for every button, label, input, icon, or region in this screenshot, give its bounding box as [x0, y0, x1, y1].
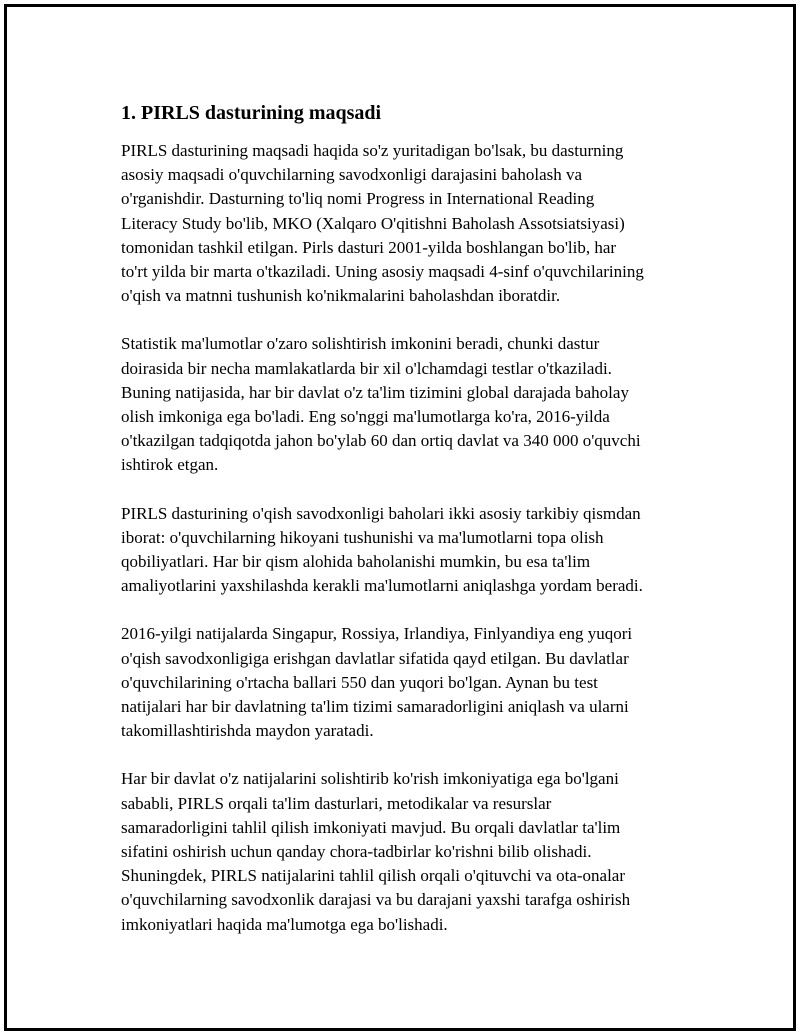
- text-line: imkoniyatlari haqida ma'lumotga ega bo'lishadi.: [121, 914, 448, 934]
- paragraph-results-2016: [121, 622, 701, 743]
- text-line: o'quvchilarining o'rtacha ballari 550 dan yuqori bo'lgan. Aynan bu test: [121, 672, 598, 692]
- text-line: Statistik ma'lumotlar o'zaro solishtirish imkonini beradi, chunki dastur: [121, 334, 600, 354]
- paragraph-purpose: [121, 139, 701, 308]
- text-line: o'qish va matnni tushunish ko'nikmalarini baholashdan iboratdir.: [121, 286, 561, 306]
- text-line: Shuningdek, PIRLS natijalarini tahlil qilish orqali o'qituvchi va ota-onalar: [121, 866, 626, 886]
- text-line: to'rt yilda bir marta o'tkaziladi. Uning asosiy maqsadi 4-sinf o'quvchilarining: [121, 262, 644, 282]
- text-line: samaradorligini tahlil qilish imkoniyati mavjud. Bu orqali davlatlar ta'lim: [121, 817, 621, 837]
- section-heading: 1. PIRLS dasturining maqsadi: [121, 102, 382, 124]
- text-line: 2016-yilgi natijalarda Singapur, Rossiya, Irlandiya, Finlyandiya eng yuqori: [121, 624, 633, 644]
- text-line: olish imkoniga ega bo'ladi. Eng so'nggi ma'lumotlarga ko'ra, 2016-yilda: [121, 407, 610, 427]
- text-line: asosiy maqsadi o'quvchilarning savodxonligi darajasini baholash va: [121, 165, 583, 185]
- document-body: [121, 99, 701, 961]
- text-line: doirasida bir necha mamlakatlarda bir xil o'lchamdagi testlar o'tkaziladi.: [121, 358, 612, 378]
- text-line: ishtirok etgan.: [121, 455, 219, 475]
- text-line: o'rganishdir. Dasturning to'liq nomi Progress in International Reading: [121, 189, 595, 209]
- page-frame: [4, 4, 796, 1031]
- text-line: iborat: o'quvchilarning hikoyani tushunishi va ma'lumotlarni topa olish: [121, 527, 604, 547]
- paragraph-statistics: [121, 332, 701, 477]
- text-line: PIRLS dasturining o'qish savodxonligi baholari ikki asosiy tarkibiy qismdan: [121, 503, 641, 523]
- text-line: o'tkazilgan tadqiqotda jahon bo'ylab 60 dan ortiq davlat va 340 000 o'quvchi: [121, 431, 641, 451]
- paragraph-analysis: [121, 767, 701, 936]
- text-line: qobiliyatlari. Har bir qism alohida baholanishi mumkin, bu esa ta'lim: [121, 552, 591, 572]
- text-line: Buning natijasida, har bir davlat o'z ta'lim tizimini global darajada baholay: [121, 382, 629, 402]
- text-line: sifatini oshirish uchun qanday chora-tadbirlar ko'rishni bilib olishadi.: [121, 842, 592, 862]
- text-line: amaliyotlarini yaxshilashda kerakli ma'lumotlarni aniqlashga yordam beradi.: [121, 576, 643, 596]
- text-line: o'qish savodxonligiga erishgan davlatlar sifatida qayd etilgan. Bu davlatlar: [121, 648, 629, 668]
- text-line: o'quvchilarning savodxonlik darajasi va bu darajani yaxshi tarafga oshirish: [121, 890, 631, 910]
- text-line: PIRLS dasturining maqsadi haqida so'z yuritadigan bo'lsak, bu dasturning: [121, 141, 624, 160]
- text-line: tomonidan tashkil etilgan. Pirls dasturi 2001-yilda boshlangan bo'lib, har: [121, 237, 617, 257]
- text-line: Har bir davlat o'z natijalarini solishtirib ko'rish imkoniyatiga ega bo'lgani: [121, 769, 619, 789]
- text-line: sababli, PIRLS orqali ta'lim dasturlari, metodikalar va resurslar: [121, 793, 552, 813]
- text-line: takomillashtirishda maydon yaratadi.: [121, 721, 374, 741]
- text-line: Literacy Study bo'lib, MKO (Xalqaro O'qitishni Baholash Assotsiatsiyasi): [121, 213, 625, 233]
- paragraph-components: [121, 502, 701, 599]
- text-line: natijalari har bir davlatning ta'lim tizimi samaradorligini aniqlash va ularni: [121, 697, 629, 717]
